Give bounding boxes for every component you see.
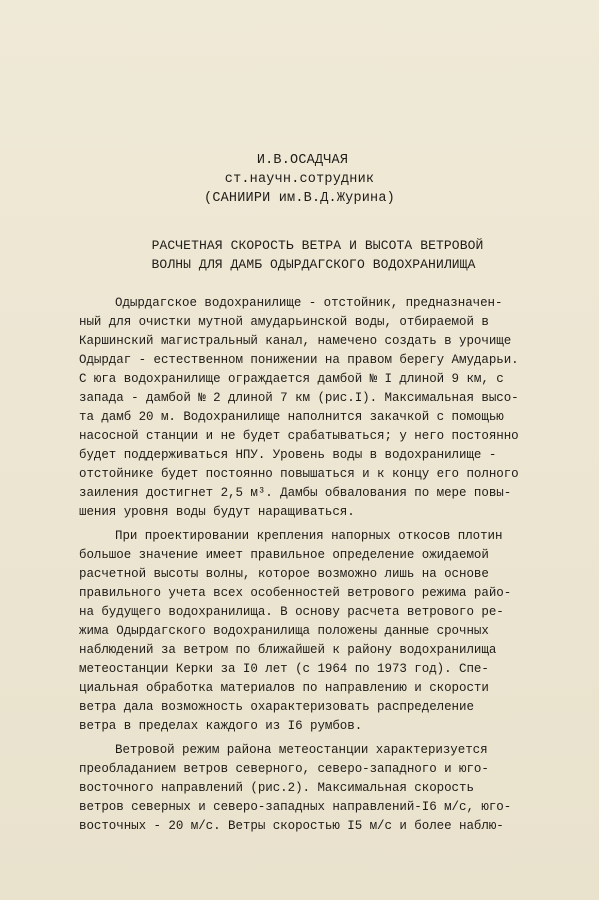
text-line: запада - дамбой № 2 длиной 7 км (рис.I). Максимальная высо- [79, 391, 519, 405]
text-line: будет поддерживаться НПУ. Уровень воды в водохранилище - [79, 448, 497, 462]
text-line: заиления достигнет 2,5 м³. Дамбы обвалования по мере повы- [79, 486, 512, 500]
author-header [0, 151, 599, 208]
text-line: наблюдений за ветром по ближайшей к району водохранилища [79, 643, 497, 657]
text-line: та дамб 20 м. Водохранилище наполнится закачкой с помощью [79, 410, 504, 424]
text-line: ветра дала возможность охарактеризовать распределение [79, 700, 474, 714]
author-affiliation: (САНИИРИ им.В.Д.Журина) [204, 191, 395, 206]
text-line: восточных - 20 м/с. Ветры скоростью I5 м/с и более наблю- [79, 819, 504, 833]
text-line: отстойнике будет постоянно повышаться и к концу его полного [79, 467, 519, 481]
text-line: метеостанции Керки за I0 лет (с 1964 по 1973 год). Спе- [79, 662, 489, 676]
text-line: При проектировании крепления напорных откосов плотин [115, 529, 503, 543]
text-line: Каршинский магистральный канал, намечено создать в урочище [79, 334, 512, 348]
text-line: Ветровой режим района метеостанции характеризуется [115, 743, 488, 757]
text-line: Одырдаг - естественном понижении на правом берегу Амударьи. [79, 353, 519, 367]
article-title [0, 236, 599, 274]
text-line: шения уровня воды будут наращиваться. [79, 505, 355, 519]
text-line: расчетной высоты волны, которое возможно лишь на основе [79, 567, 489, 581]
author-name: И.В.ОСАДЧАЯ [256, 153, 349, 168]
text-line: восточного направлений (рис.2). Максимальная скорость [79, 781, 474, 795]
text-line: большое значение имеет правильное определение ожидаемой [79, 548, 489, 562]
text-line: ный для очистки мутной амударьинской воды, отбираемой в [79, 315, 489, 329]
text-line: С юга водохранилище ограждается дамбой № I длиной 9 км, с [79, 372, 504, 386]
title-line: ВОЛНЫ ДЛЯ ДАМБ ОДЫРДАГСКОГО ВОДОХРАНИЛИЩА [151, 257, 476, 272]
text-line: насосной станции и не будет срабатываться; у него постоянно [79, 429, 519, 443]
text-line: ветров северных и северо-западных направлений-I6 м/с, юго- [79, 800, 512, 814]
title-line: РАСЧЕТНАЯ СКОРОСТЬ ВЕТРА И ВЫСОТА ВЕТРОВОЙ [151, 238, 484, 253]
text-line: на будущего водохранилища. В основу расчета ветрового ре- [79, 605, 504, 619]
text-line: Одырдагское водохранилище - отстойник, предназначен- [115, 296, 503, 310]
text-line: преобладанием ветров северного, северо-западного и юго- [79, 762, 489, 776]
text-line: жима Одырдагского водохранилища положены данные срочных [79, 624, 489, 638]
text-line: циальная обработка материалов по направлению и скорости [79, 681, 489, 695]
author-position: ст.научн.сотрудник [224, 172, 375, 187]
text-line: ветра в пределах каждого из I6 румбов. [79, 719, 363, 733]
text-line: правильного учета всех особенностей ветрового режима райо- [79, 586, 512, 600]
